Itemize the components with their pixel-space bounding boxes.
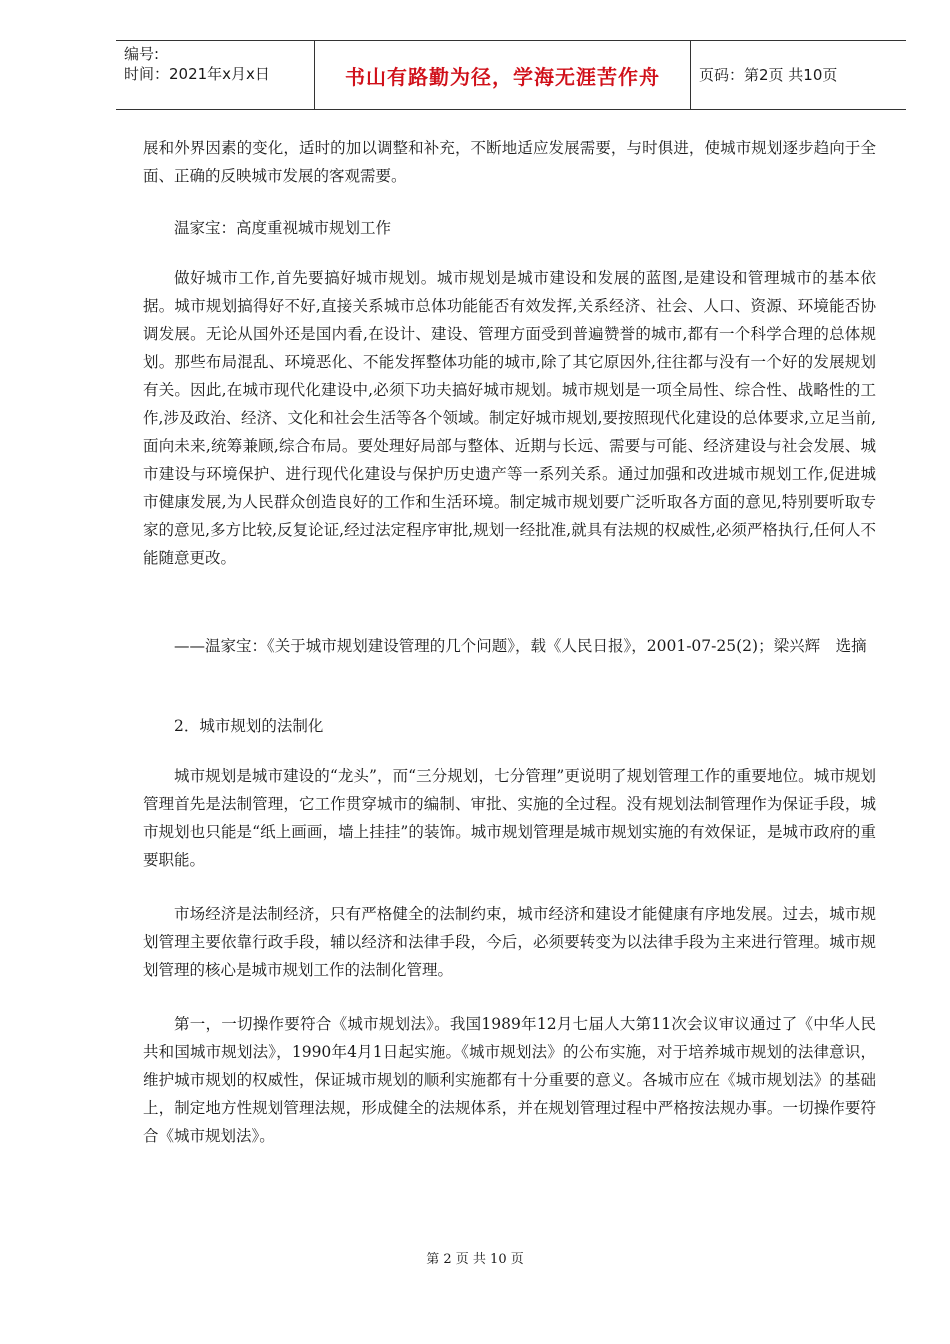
- page-footer: 第 2 页 共 10 页: [426, 1252, 524, 1267]
- paragraph-first-point: 第一，一切操作要符合《城市规划法》。我国1989年12月七届人大第11次会议审议通过了《中华人民共和国城市规划法》，1990年4月1日起实施。《城市规划法》的公布实施，对于培养城市规划的法律意识，维护城市规划的权威性，保证城市规划的顺利实施都有十分重要的意义。各城市应在《城市规划法》的基础上，制定地方性规划管理法规，形成健全的法规体系，并在规划管理过程中严格按法规办事。一切操作要符合《城市规划法》。: [143, 1015, 876, 1145]
- header-meta-cell: [116, 41, 315, 109]
- header-page-number: 页码：第2页 共10页: [699, 66, 838, 84]
- document-time-label: 时间：2021年x月x日: [124, 65, 270, 83]
- paragraph-continuation: 展和外界因素的变化，适时的加以调整和补充，不断地适应发展需要，与时俱进，使城市规划逐步趋向于全面、正确的反映城市发展的客观需要。: [143, 139, 876, 185]
- section-heading: 2．城市规划的法制化: [174, 717, 324, 735]
- section-quote-title: 温家宝：高度重视城市规划工作: [174, 219, 392, 237]
- page-header: [116, 40, 906, 110]
- document-number-label: 编号:: [124, 45, 160, 63]
- header-page-cell: [691, 41, 906, 109]
- header-motto: 书山有路勤为径，学海无涯苦作舟: [345, 65, 660, 89]
- paragraph-planning-management: 城市规划是城市建设的“龙头”，而“三分规划，七分管理”更说明了规划管理工作的重要地位。城市规划管理首先是法制管理，它工作贯穿城市的编制、审批、实施的全过程。没有规划法制管理作为保证手段，城市规划也只能是“纸上画画，墙上挂挂”的装饰。城市规划管理是城市规划实施的有效保证，是城市政府的重要职能。: [143, 767, 876, 869]
- paragraph-market-economy: 市场经济是法制经济，只有严格健全的法制约束，城市经济和建设才能健康有序地发展。过去，城市规划管理主要依靠行政手段，辅以经济和法律手段，今后，必须要转变为以法律手段为主来进行管理。城市规划管理的核心是城市规划工作的法制化管理。: [143, 905, 876, 979]
- header-motto-cell: [315, 41, 691, 109]
- quote-attribution: ——温家宝：《关于城市规划建设管理的几个问题》，载《人民日报》，2001-07-25(2)；梁兴辉 选摘: [174, 637, 867, 655]
- quote-paragraph: 做好城市工作,首先要搞好城市规划。城市规划是城市建设和发展的蓝图,是建设和管理城市的基本依据。城市规划搞得好不好,直接关系城市总体功能能否有效发挥,关系经济、社会、人口、资源、环境能否协调发展。无论从国外还是国内看,在设计、建设、管理方面受到普遍赞誉的城市,都有一个科学合理的总体规划。那些布局混乱、环境恶化、不能发挥整体功能的城市,除了其它原因外,往往都与没有一个好的发展规划有关。因此,在城市现代化建设中,必须下功夫搞好城市规划。城市规划是一项全局性、综合性、战略性的工作,涉及政治、经济、文化和社会生活等各个领域。制定好城市规划,要按照现代化建设的总体要求,立足当前,面向未来,统筹兼顾,综合布局。要处理好局部与整体、近期与长远、需要与可能、经济建设与社会发展、城市建设与环境保护、进行现代化建设与保护历史遗产等一系列关系。通过加强和改进城市规划工作,促进城市健康发展,为人民群众创造良好的工作和生活环境。制定城市规划要广泛听取各方面的意见,特别要听取专家的意见,多方比较,反复论证,经过法定程序审批,规划一经批准,就具有法规的权威性,必须严格执行,任何人不能随意更改。: [143, 269, 876, 567]
